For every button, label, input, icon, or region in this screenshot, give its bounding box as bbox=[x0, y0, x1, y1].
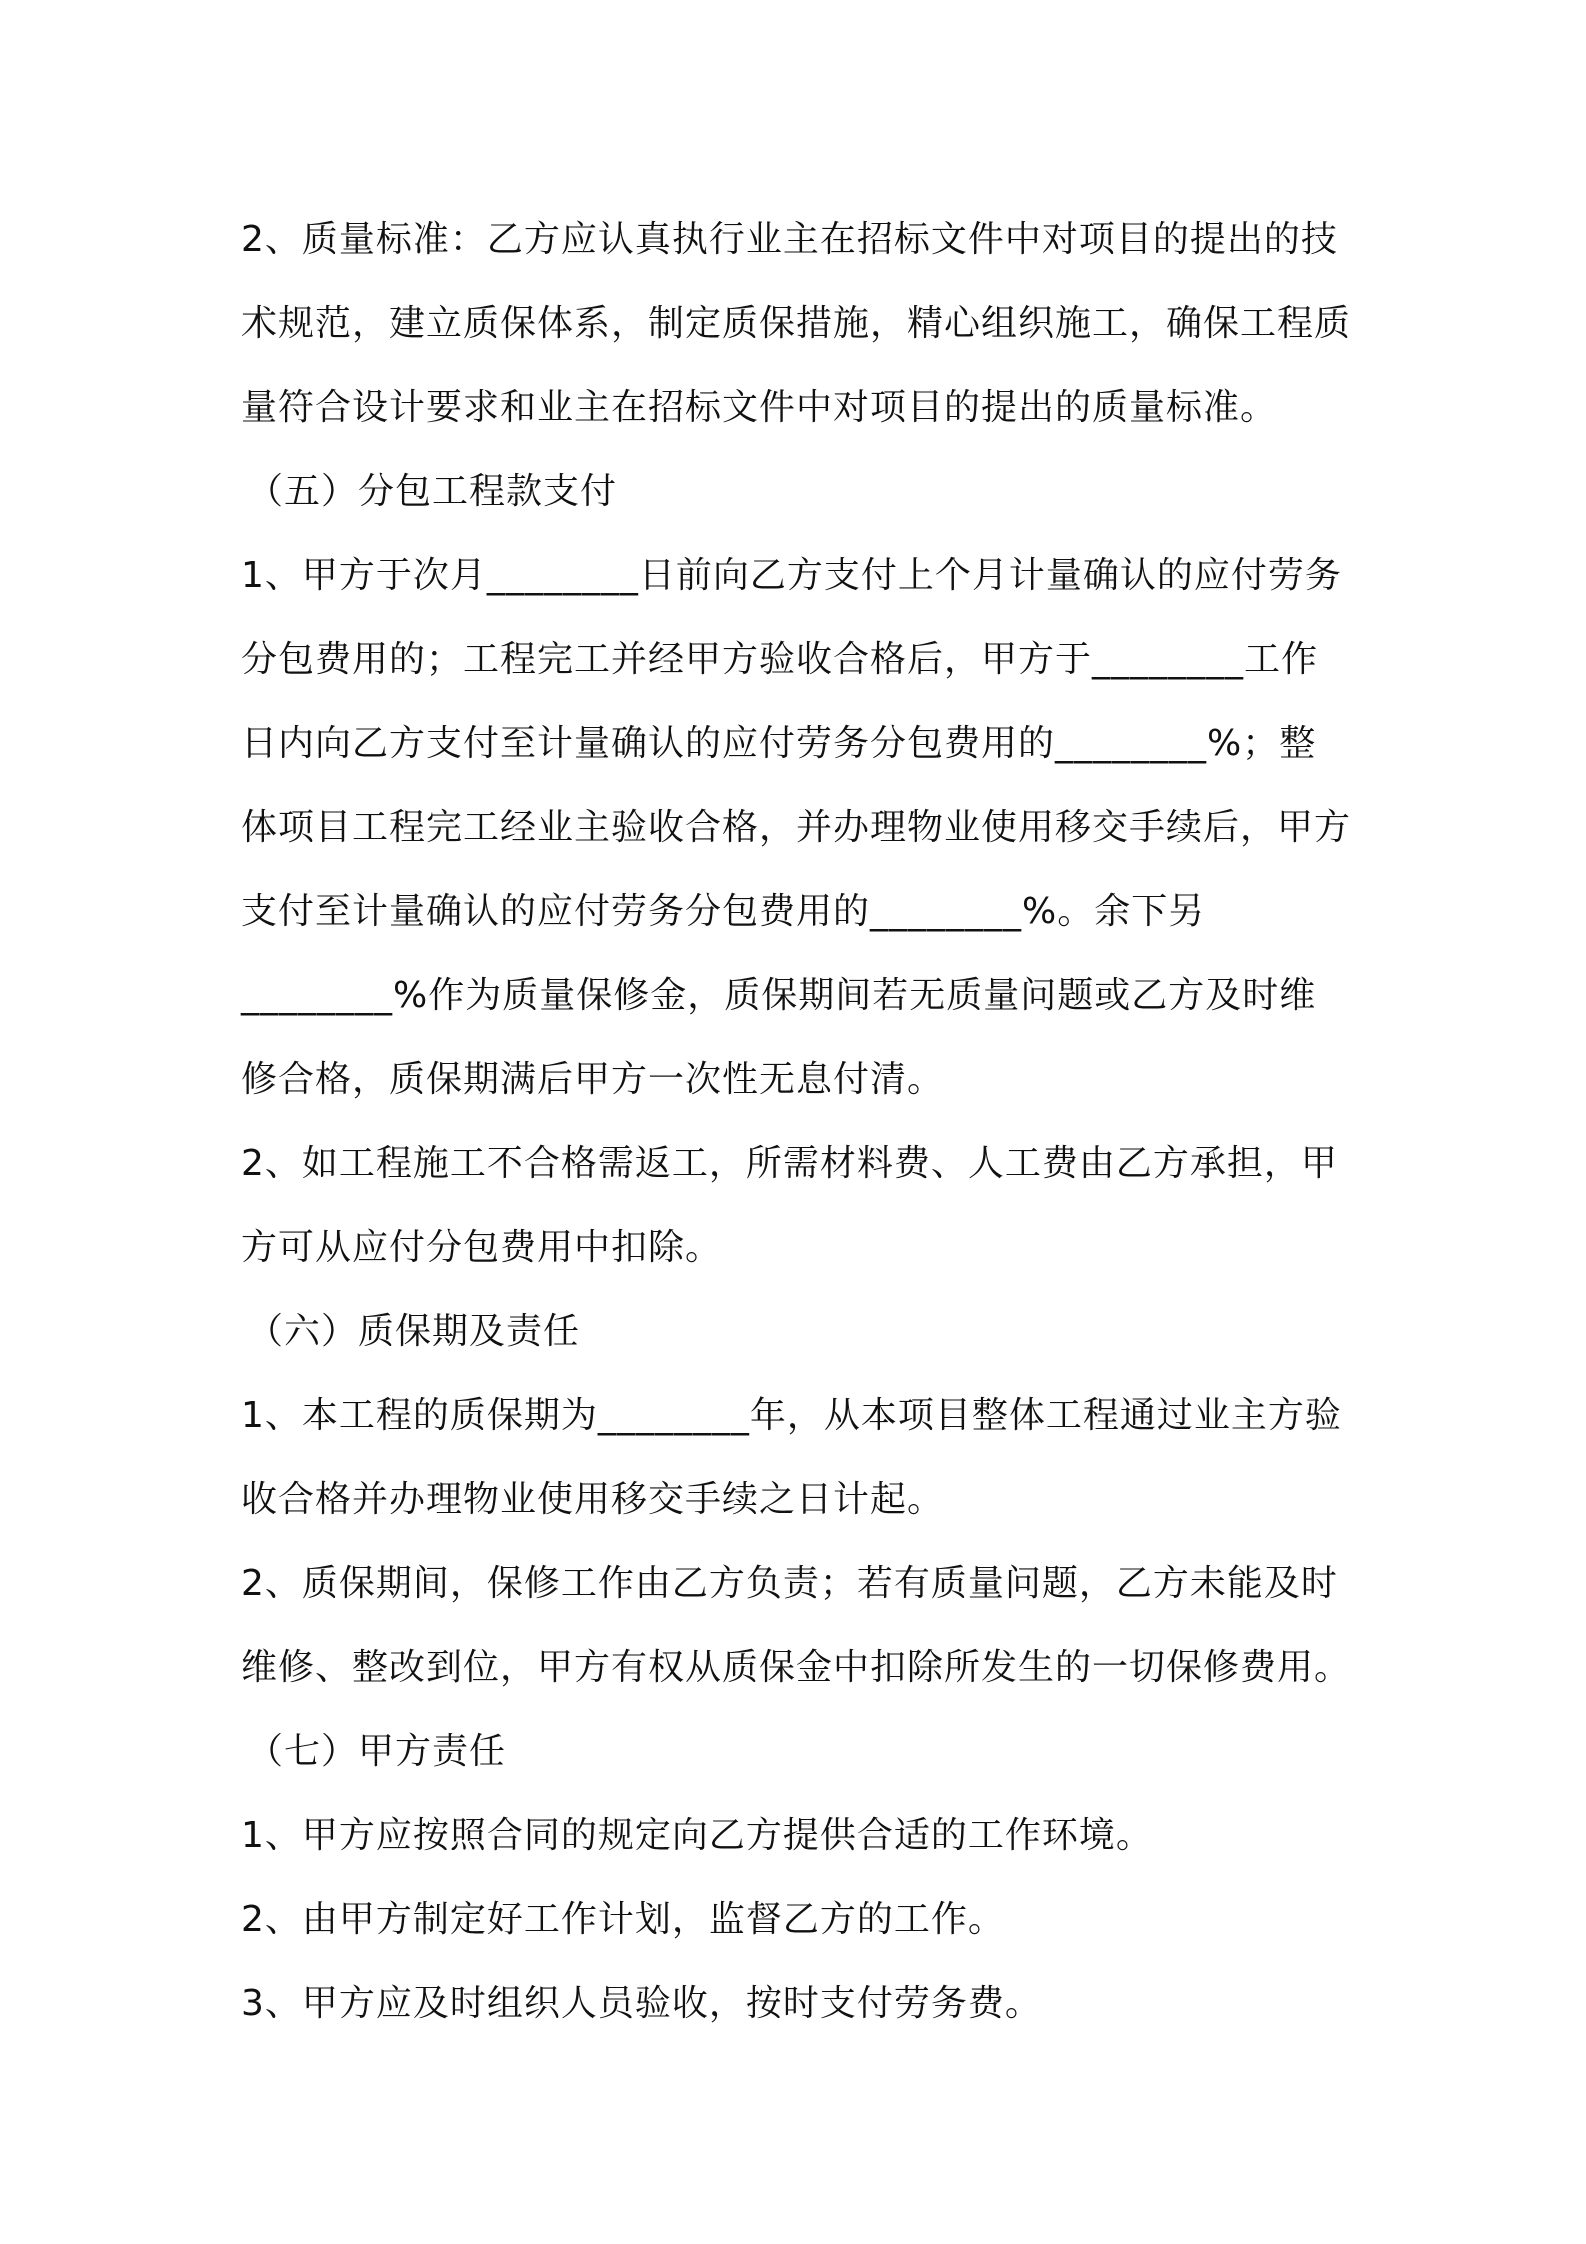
warranty-clause-1-line-2: 收合格并办理物业使用移交手续之日计起。 bbox=[241, 1479, 945, 1520]
section-heading-payment: （五）分包工程款支付 bbox=[247, 471, 618, 512]
payment-clause-1-line-5: 支付至计量确认的应付劳务分包费用的________%。余下另 bbox=[241, 891, 1206, 932]
warranty-clause-2-line-2: 维修、整改到位，甲方有权从质保金中扣除所发生的一切保修费用。 bbox=[241, 1647, 1352, 1688]
document-body bbox=[241, 198, 1361, 2046]
quality-standard-line-3: 量符合设计要求和业主在招标文件中对项目的提出的质量标准。 bbox=[241, 387, 1278, 428]
payment-clause-2-line-2: 方可从应付分包费用中扣除。 bbox=[241, 1227, 723, 1268]
payment-clause-2-line-1: 2、如工程施工不合格需返工，所需材料费、人工费由乙方承担，甲 bbox=[241, 1143, 1338, 1184]
payment-clause-1-line-7: 修合格，质保期满后甲方一次性无息付清。 bbox=[241, 1059, 945, 1100]
warranty-clause-2-line-1: 2、质保期间，保修工作由乙方负责；若有质量问题，乙方未能及时 bbox=[241, 1563, 1338, 1604]
party-a-duty-2: 2、由甲方制定好工作计划，监督乙方的工作。 bbox=[241, 1899, 1005, 1940]
section-heading-party-a-duties: （七）甲方责任 bbox=[247, 1731, 507, 1772]
payment-clause-1-line-6: ________%作为质量保修金，质保期间若无质量问题或乙方及时维 bbox=[241, 975, 1317, 1016]
payment-clause-1-line-3: 日内向乙方支付至计量确认的应付劳务分包费用的________%；整 bbox=[241, 723, 1317, 764]
warranty-clause-1-line-1: 1、本工程的质保期为________年，从本项目整体工程通过业主方验 bbox=[241, 1395, 1342, 1436]
payment-clause-1-line-1: 1、甲方于次月________日前向乙方支付上个月计量确认的应付劳务 bbox=[241, 555, 1342, 596]
party-a-duty-1: 1、甲方应按照合同的规定向乙方提供合适的工作环境。 bbox=[241, 1815, 1153, 1856]
quality-standard-line-1: 2、质量标准：乙方应认真执行业主在招标文件中对项目的提出的技 bbox=[241, 219, 1338, 260]
section-heading-warranty: （六）质保期及责任 bbox=[247, 1311, 581, 1352]
quality-standard-line-2: 术规范，建立质保体系，制定质保措施，精心组织施工，确保工程质 bbox=[241, 303, 1352, 344]
party-a-duty-3: 3、甲方应及时组织人员验收，按时支付劳务费。 bbox=[241, 1983, 1042, 2024]
payment-clause-1-line-2: 分包费用的；工程完工并经甲方验收合格后，甲方于________工作 bbox=[241, 639, 1319, 680]
payment-clause-1-line-4: 体项目工程完工经业主验收合格，并办理物业使用移交手续后，甲方 bbox=[241, 807, 1352, 848]
